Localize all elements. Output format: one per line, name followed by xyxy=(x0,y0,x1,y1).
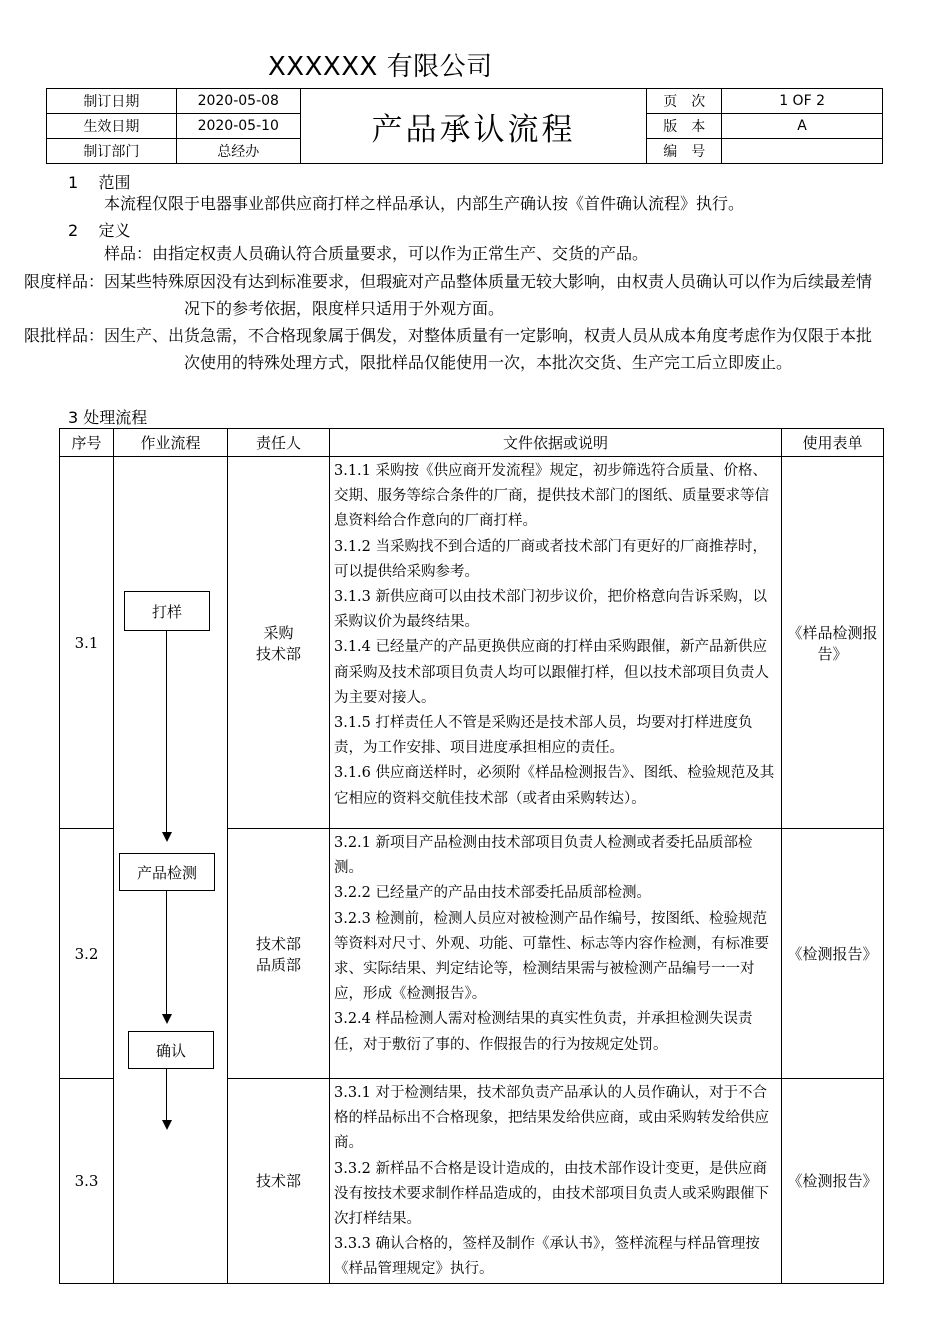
description-cell xyxy=(330,829,782,1079)
description-item: 3.1.5 打样责任人不管是采购还是技术部人员，均要对打样进度负责，为工作安排、项目进度承担相应的责任。 xyxy=(334,715,753,757)
document-title: 产品承认流程 xyxy=(300,89,647,164)
definition-sample xyxy=(104,240,874,267)
form-cell: 《检测报告》 xyxy=(782,1079,884,1284)
row-number: 3.2 xyxy=(60,829,114,1079)
header-label: 编 号 xyxy=(647,139,722,164)
header-value: 总经办 xyxy=(176,139,300,164)
document-header xyxy=(46,88,883,164)
header-label: 版 本 xyxy=(647,114,722,139)
description-item: 3.2.2 已经量产的产品由技术部委托品质部检测。 xyxy=(334,885,652,902)
flow-step-sampling: 打样 xyxy=(124,591,210,631)
responsible: 技术部 xyxy=(255,934,301,953)
scope-text: 本流程仅限于电器事业部供应商打样之样品承认，内部生产确认按《首件确认流程》执行。 xyxy=(104,194,745,213)
definition-term: 样品： xyxy=(104,244,153,263)
column-header: 序号 xyxy=(60,429,114,457)
section-number: 1 xyxy=(68,173,79,192)
header-label: 制订部门 xyxy=(47,139,177,164)
description-item: 3.2.1 新项目产品检测由技术部项目负责人检测或者委托品质部检测。 xyxy=(334,835,753,877)
responsible: 采购 xyxy=(263,623,294,642)
flow-step-confirm: 确认 xyxy=(128,1031,214,1069)
description-item: 3.1.2 当采购找不到合适的厂商或者技术部门有更好的厂商推荐时，可以提供给采购参考。 xyxy=(334,538,768,580)
flow-step-testing: 产品检测 xyxy=(119,853,215,891)
description-item: 3.1.4 已经量产的产品更换供应商的打样由采购跟催，新产品新供应商采购及技术部项目负责人均可以跟催打样，但以技术部项目负责人为主要对接人。 xyxy=(334,639,769,706)
section-title: 定义 xyxy=(98,221,131,240)
header-value: 1 OF 2 xyxy=(722,89,883,114)
description-item: 3.1.1 采购按《供应商开发流程》规定，初步筛选符合质量、价格、交期、服务等综合条件的厂商，提供技术部门的图纸、质量要求等信息资料给合作意向的厂商打样。 xyxy=(334,463,769,530)
header-label: 制订日期 xyxy=(47,89,177,114)
company-name: XXXXXX 有限公司 xyxy=(268,52,493,82)
header-label: 生效日期 xyxy=(47,114,177,139)
section-3-heading: 3 处理流程 xyxy=(68,408,148,427)
description-item: 3.3.3 确认合格的，签样及制作《承认书》，签样流程与样品管理按《样品管理规定》执行。 xyxy=(334,1236,760,1278)
section-number: 2 xyxy=(68,221,79,240)
responsible-cell xyxy=(228,829,330,1079)
description-item: 3.3.2 新样品不合格是设计造成的，由技术部作设计变更，是供应商没有按技术要求制作样品造成的，由技术部项目负责人或采购跟催下次打样结果。 xyxy=(334,1160,769,1228)
description-item: 3.1.3 新供应商可以由技术部门初步议价，把价格意向告诉采购，以采购议价为最终结果。 xyxy=(334,589,768,631)
form-cell: 《检测报告》 xyxy=(782,829,884,1079)
row-number: 3.3 xyxy=(60,1079,114,1284)
responsible-cell xyxy=(228,457,330,829)
flow-connector xyxy=(166,630,167,832)
definition-text: 因某些特殊原因没有达到标准要求，但瑕疵对产品整体质量无较大影响，由权责人员确认可以作为后续最差情况下的参考依据，限度样只适用于外观方面。 xyxy=(104,272,873,318)
column-header: 责任人 xyxy=(228,429,330,457)
row-number: 3.1 xyxy=(60,457,114,829)
table-row xyxy=(60,457,884,829)
arrow-down-icon xyxy=(162,1014,172,1024)
flow-connector xyxy=(166,890,167,1014)
arrow-down-icon xyxy=(162,832,172,842)
flow-chart-cell xyxy=(114,457,228,1284)
description-item: 3.2.3 检测前，检测人员应对被检测产品作编号，按图纸、检验规范等资料对尺寸、外观、功能、可靠性、标志等内容作检测，有标准要求、实际结果、判定结论等，检测结果需与被检测产品编号一一对应，形成《检测报告》。 xyxy=(334,910,769,1003)
description-item: 3.1.6 供应商送样时，必须附《样品检测报告》、图纸、检验规范及其它相应的资料交航佳技术部（或者由采购转达）。 xyxy=(334,765,775,807)
section-title: 范围 xyxy=(98,173,131,192)
process-table xyxy=(59,428,884,1284)
arrow-down-icon xyxy=(162,1120,172,1130)
header-value: 2020-05-08 xyxy=(176,89,300,114)
description-item: 3.2.4 样品检测人需对检测结果的真实性负责，并承担检测失误责任，对于敷衍了事的、作假报告的行为按规定处罚。 xyxy=(334,1011,753,1053)
description-item: 3.3.1 对于检测结果，技术部负责产品承认的人员作确认，对于不合格的样品标出不合格现象，把结果发给供应商，或由采购转发给供应商。 xyxy=(334,1085,769,1152)
responsible: 技术部 xyxy=(255,1172,301,1191)
section-2-heading xyxy=(68,218,131,241)
flow-connector xyxy=(166,1068,167,1120)
column-header: 作业流程 xyxy=(114,429,228,457)
description-cell xyxy=(330,457,782,829)
column-header: 文件依据或说明 xyxy=(330,429,782,457)
description-cell xyxy=(330,1079,782,1284)
definition-text: 因生产、出货急需，不合格现象属于偶发，对整体质量有一定影响，权责人员从成本角度考虑作为仅限于本批次使用的特殊处理方式，限批样品仅能使用一次，本批次交货、生产完工后立即废止。 xyxy=(104,326,873,372)
definition-limit-sample xyxy=(24,268,874,322)
column-header: 使用表单 xyxy=(782,429,884,457)
definition-batch-sample xyxy=(24,322,874,376)
definition-text: 由指定权责人员确认符合质量要求，可以作为正常生产、交货的产品。 xyxy=(152,244,649,263)
form-cell: 《样品检测报告》 xyxy=(782,457,884,829)
header-value xyxy=(722,139,883,164)
responsible: 品质部 xyxy=(255,955,301,974)
header-value: 2020-05-10 xyxy=(176,114,300,139)
responsible: 技术部 xyxy=(255,644,301,663)
header-value: A xyxy=(722,114,883,139)
header-label: 页 次 xyxy=(647,89,722,114)
responsible-cell xyxy=(228,1079,330,1284)
